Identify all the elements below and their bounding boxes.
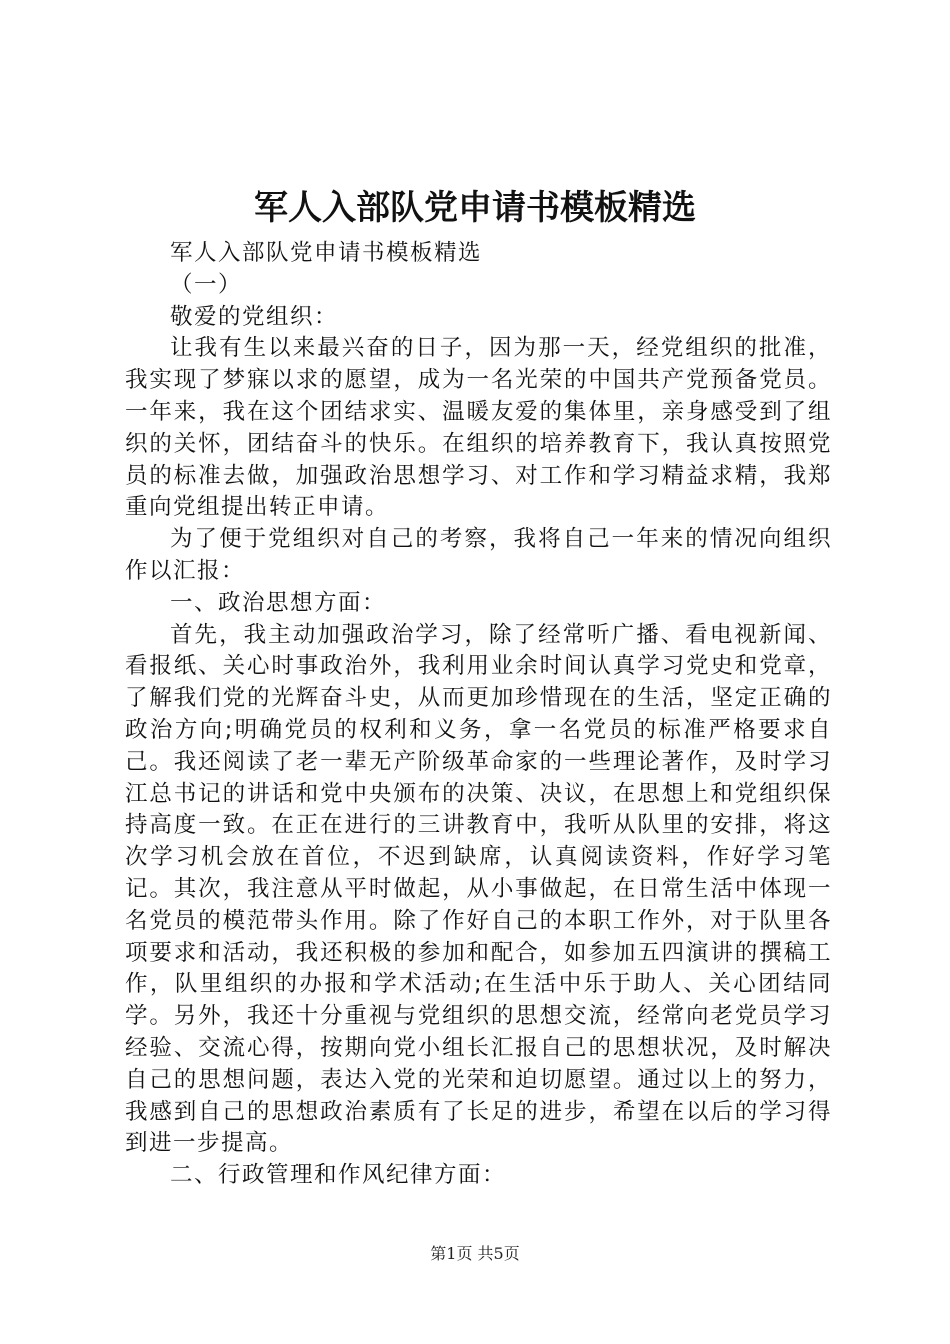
- body-paragraph: 首先，我主动加强政治学习，除了经常听广播、看电视新闻、看报纸、关心时事政治外，我利用业余时间认真学习党史和党章，了解我们党的光辉奋斗史，从而更加珍惜现在的生活，坚定正确的政治方向;明确党员的权利和义务，拿一名党员的标准严格要求自己。我还阅读了老一辈无产阶级革命家的一些理论著作，及时学习江总书记的讲话和党中央颁布的决策、决议，在思想上和党组织保持高度一致。在正在进行的三讲教育中，我听从队里的安排，将这次学习机会放在首位，不迟到缺席，认真阅读资料，作好学习笔记。其次，我注意从平时做起，从小事做起，在日常生活中体现一名党员的模范带头作用。除了作好自己的本职工作外，对于队里各项要求和活动，我还积极的参加和配合，如参加五四演讲的撰稿工作，队里组织的办报和学术活动;在生活中乐于助人、关心团结同学。另外，我还十分重视与党组织的思想交流，经常向老党员学习经验、交流心得，按期向党小组长汇报自己的思想状况，及时解决自己的思想问题，表达入党的光荣和迫切愿望。通过以上的努力，我感到自己的思想政治素质有了长足的进步，希望在以后的学习得到进一步提高。: [125, 621, 832, 1157]
- section-heading: 一、政治思想方面：: [170, 589, 387, 616]
- section-number-paragraph: （一）: [170, 271, 243, 298]
- body-paragraph: 为了便于党组织对自己的考察，我将自己一年来的情况向组织作以汇报：: [125, 526, 832, 584]
- document-title: 军人入部队党申请书模板精选: [254, 188, 696, 228]
- section-heading: 二、行政管理和作风纪律方面：: [170, 1162, 507, 1189]
- document-body: [125, 238, 832, 1192]
- salutation-paragraph: 敬爱的党组织：: [170, 303, 339, 330]
- subtitle-paragraph: 军人入部队党申请书模板精选: [170, 240, 483, 266]
- page-footer: 第1页 共5页: [430, 1244, 520, 1263]
- body-paragraph: 让我有生以来最兴奋的日子，因为那一天，经党组织的批准，我实现了梦寐以求的愿望，成为一名光荣的中国共产党预备党员。一年来，我在这个团结求实、温暖友爱的集体里，亲身感受到了组织的关怀，团结奋斗的快乐。在组织的培养教育下，我认真按照党员的标准去做，加强政治思想学习、对工作和学习精益求精，我郑重向党组提出转正申请。: [125, 335, 832, 521]
